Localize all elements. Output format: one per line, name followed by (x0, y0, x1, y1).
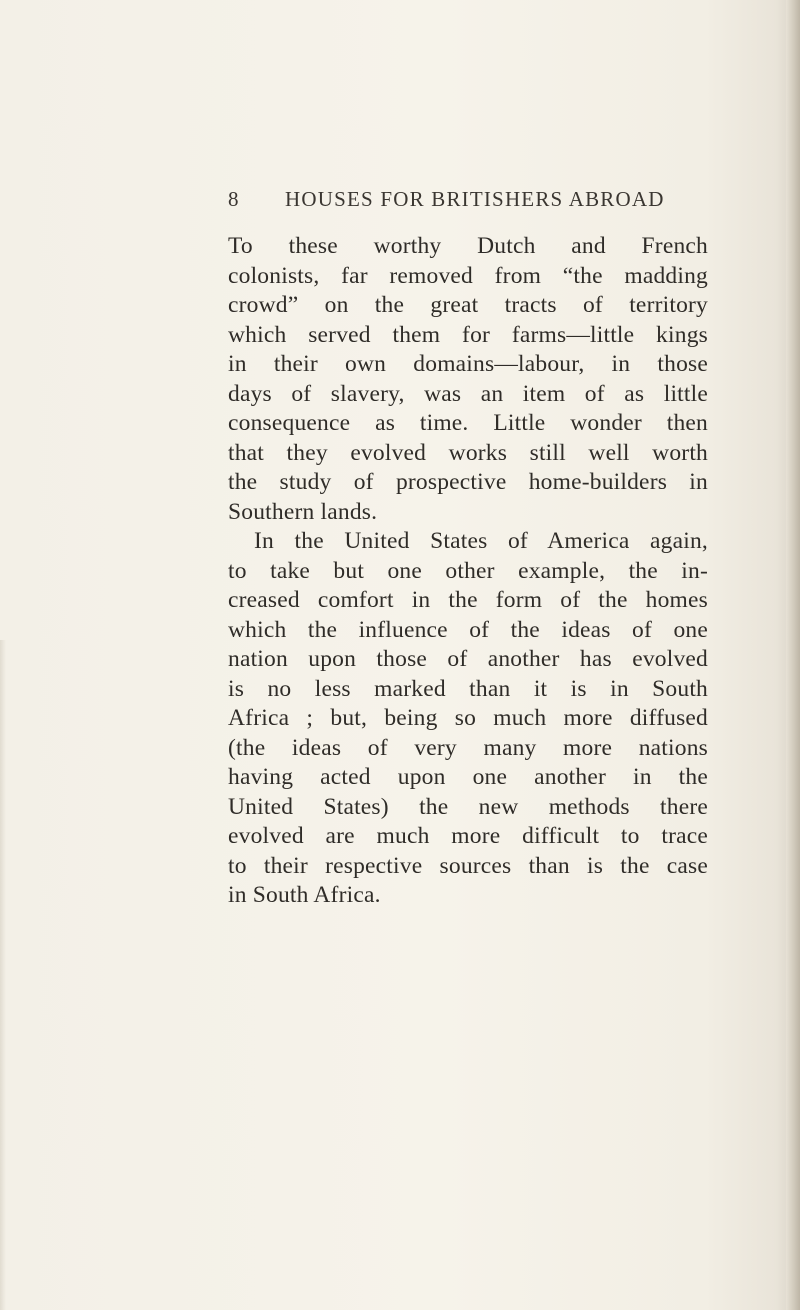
text-line: in their own domains—labour, in those (228, 351, 708, 377)
text-line: days of slavery, was an item of as little (228, 380, 708, 407)
text-line: nation upon those of another has evolved (228, 646, 708, 672)
running-head-title: HOUSES FOR BRITISHERS ABROAD (285, 187, 665, 211)
text-line: creased comfort in the form of the homes (228, 587, 708, 613)
text-line: evolved are much more difficult to trace (228, 823, 708, 849)
text-line: In the United States of America again, (254, 528, 708, 554)
text-line: United States) the new methods there (228, 793, 708, 820)
text-line: crowd” on the great tracts of territory (228, 292, 708, 318)
text-line: which the influence of the ideas of one (228, 616, 708, 643)
text-line: (the ideas of very many more nations (228, 734, 708, 761)
page-right-edge (786, 0, 800, 1310)
body-text (228, 232, 708, 911)
text-line: to their respective sources than is the case (228, 852, 708, 879)
text-line: having acted upon one another in the (228, 764, 708, 790)
text-line: which served them for farms—little kings (228, 321, 708, 348)
text-line: consequence as time. Little wonder then (228, 410, 708, 436)
text-line: Southern lands. (228, 498, 378, 525)
text-line: Africa ; but, being so much more diffused (228, 705, 708, 731)
page-left-shadow (0, 640, 6, 1310)
text-line: the study of prospective home-builders in (228, 469, 708, 495)
text-line: is no less marked than it is in South (228, 675, 708, 702)
text-line: in South Africa. (228, 882, 381, 908)
text-line: To these worthy Dutch and French (228, 233, 708, 259)
text-line: to take but one other example, the in- (228, 557, 708, 584)
page-number: 8 (228, 187, 240, 211)
text-line: colonists, far removed from “the madding (228, 262, 708, 289)
text-line: that they evolved works still well worth (228, 439, 708, 466)
running-head (228, 187, 758, 217)
